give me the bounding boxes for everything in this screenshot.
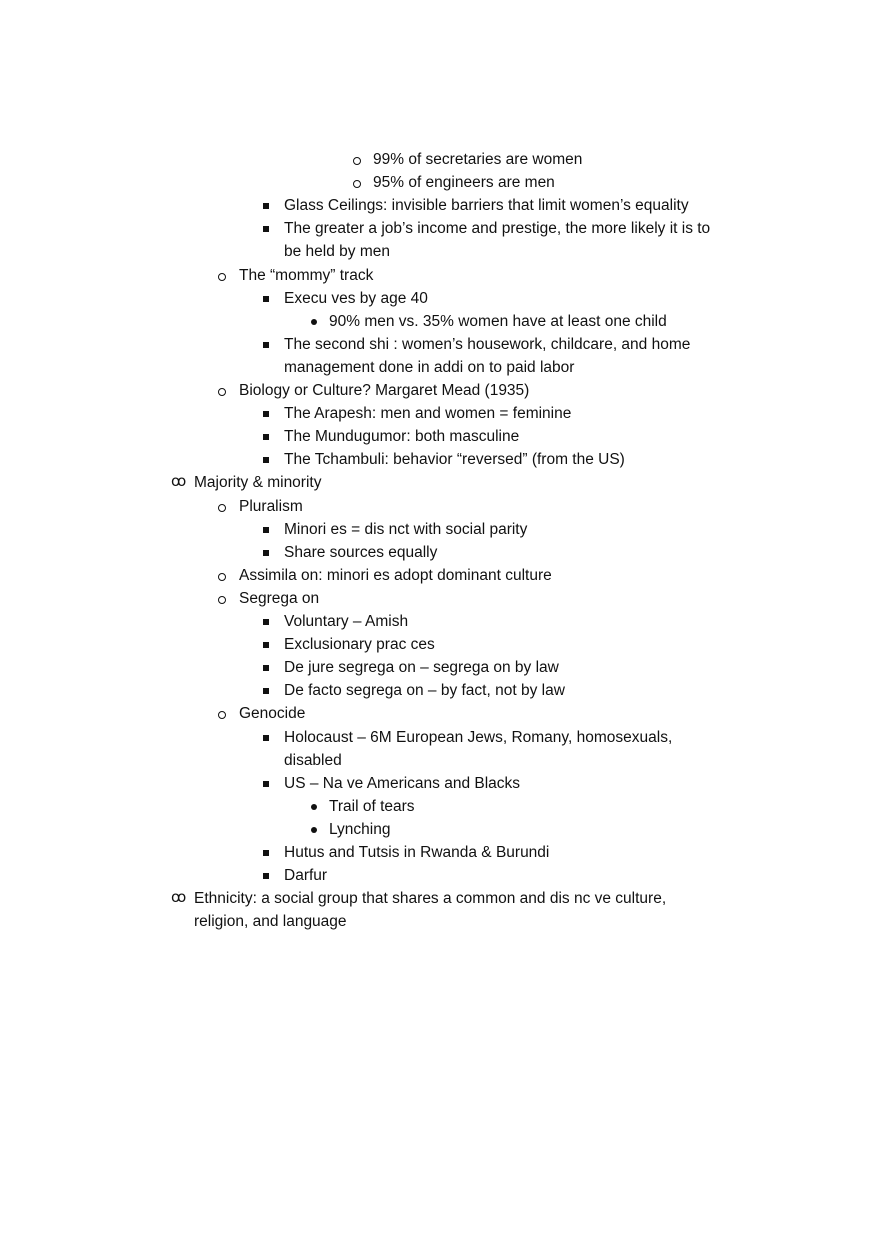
dot-bullet-icon xyxy=(311,827,317,833)
swirl-bullet-icon: ꝏ xyxy=(171,472,187,491)
square-bullet-icon xyxy=(263,296,269,302)
square-bullet-icon xyxy=(263,873,269,879)
circle-bullet-icon xyxy=(353,180,361,188)
dot-bullet-icon xyxy=(311,319,317,325)
outline-text: disabled xyxy=(284,751,342,769)
square-bullet-icon xyxy=(263,411,269,417)
circle-bullet-icon xyxy=(353,157,361,165)
square-bullet-icon xyxy=(263,226,269,232)
square-bullet-icon xyxy=(263,688,269,694)
outline-text: US – Na ve Americans and Blacks xyxy=(284,774,521,792)
swirl-bullet-icon: ꝏ xyxy=(171,888,187,907)
square-bullet-icon xyxy=(263,203,269,209)
square-bullet-icon xyxy=(263,457,269,463)
outline-text: Genocide xyxy=(239,705,306,723)
outline-text: Trail of tears xyxy=(329,797,415,815)
outline-text: Holocaust – 6M European Jews, Romany, homosexuals, xyxy=(284,728,673,746)
outline-text: The second shi : women’s housework, childcare, and home xyxy=(284,335,691,353)
square-bullet-icon xyxy=(263,781,269,787)
outline-text: Majority & minority xyxy=(194,474,322,492)
square-bullet-icon xyxy=(263,619,269,625)
dot-bullet-icon xyxy=(311,804,317,810)
outline-text: Darfur xyxy=(284,867,328,885)
outline-text: 95% of engineers are men xyxy=(373,174,555,192)
square-bullet-icon xyxy=(263,735,269,741)
square-bullet-icon xyxy=(263,550,269,556)
square-bullet-icon xyxy=(263,642,269,648)
outline-text: Pluralism xyxy=(239,497,303,515)
outline-text: Segrega on xyxy=(239,589,320,607)
circle-bullet-icon xyxy=(218,573,226,581)
outline-text: Share sources equally xyxy=(284,543,438,561)
outline-text: Voluntary – Amish xyxy=(284,613,409,630)
square-bullet-icon xyxy=(263,665,269,671)
outline-text: Minori es = dis nct with social parity xyxy=(284,520,528,538)
outline-text: The Mundugumor: both masculine xyxy=(284,428,520,446)
outline-text: Assimila on: minori es adopt dominant culture xyxy=(239,566,552,584)
outline-text: Glass Ceilings: invisible barriers that limit women’s equality xyxy=(284,197,689,215)
outline-text: Lynching xyxy=(329,820,391,838)
circle-bullet-icon xyxy=(218,596,226,604)
outline-text: The Arapesh: men and women = feminine xyxy=(284,405,572,423)
square-bullet-icon xyxy=(263,527,269,533)
square-bullet-icon xyxy=(263,850,269,856)
outline-text: religion, and language xyxy=(194,913,347,931)
outline-text: Exclusionary prac ces xyxy=(284,636,435,654)
outline-text: The greater a job’s income and prestige, the more likely it is to xyxy=(284,220,711,238)
outline-text: 99% of secretaries are women xyxy=(373,151,583,168)
outline-text: 90% men vs. 35% women have at least one child xyxy=(329,312,667,330)
square-bullet-icon xyxy=(263,342,269,348)
outline-text: Ethnicity: a social group that shares a common and dis nc ve culture, xyxy=(194,890,667,908)
outline-text: The “mommy” track xyxy=(239,266,374,284)
circle-bullet-icon xyxy=(218,504,226,512)
outline-text: be held by men xyxy=(284,243,390,261)
circle-bullet-icon xyxy=(218,711,226,719)
outline-text: Execu ves by age 40 xyxy=(284,289,428,307)
outline-text: management done in addi on to paid labor xyxy=(284,358,575,376)
outline-text: Hutus and Tutsis in Rwanda & Burundi xyxy=(284,844,550,861)
circle-bullet-icon xyxy=(218,388,226,396)
outline-text: De jure segrega on – segrega on by law xyxy=(284,659,559,677)
square-bullet-icon xyxy=(263,434,269,440)
outline-text: Biology or Culture? Margaret Mead (1935) xyxy=(239,382,530,399)
circle-bullet-icon xyxy=(218,273,226,281)
outline-text: The Tchambuli: behavior “reversed” (from the US) xyxy=(284,451,625,469)
outline-text: De facto segrega on – by fact, not by law xyxy=(284,682,565,700)
